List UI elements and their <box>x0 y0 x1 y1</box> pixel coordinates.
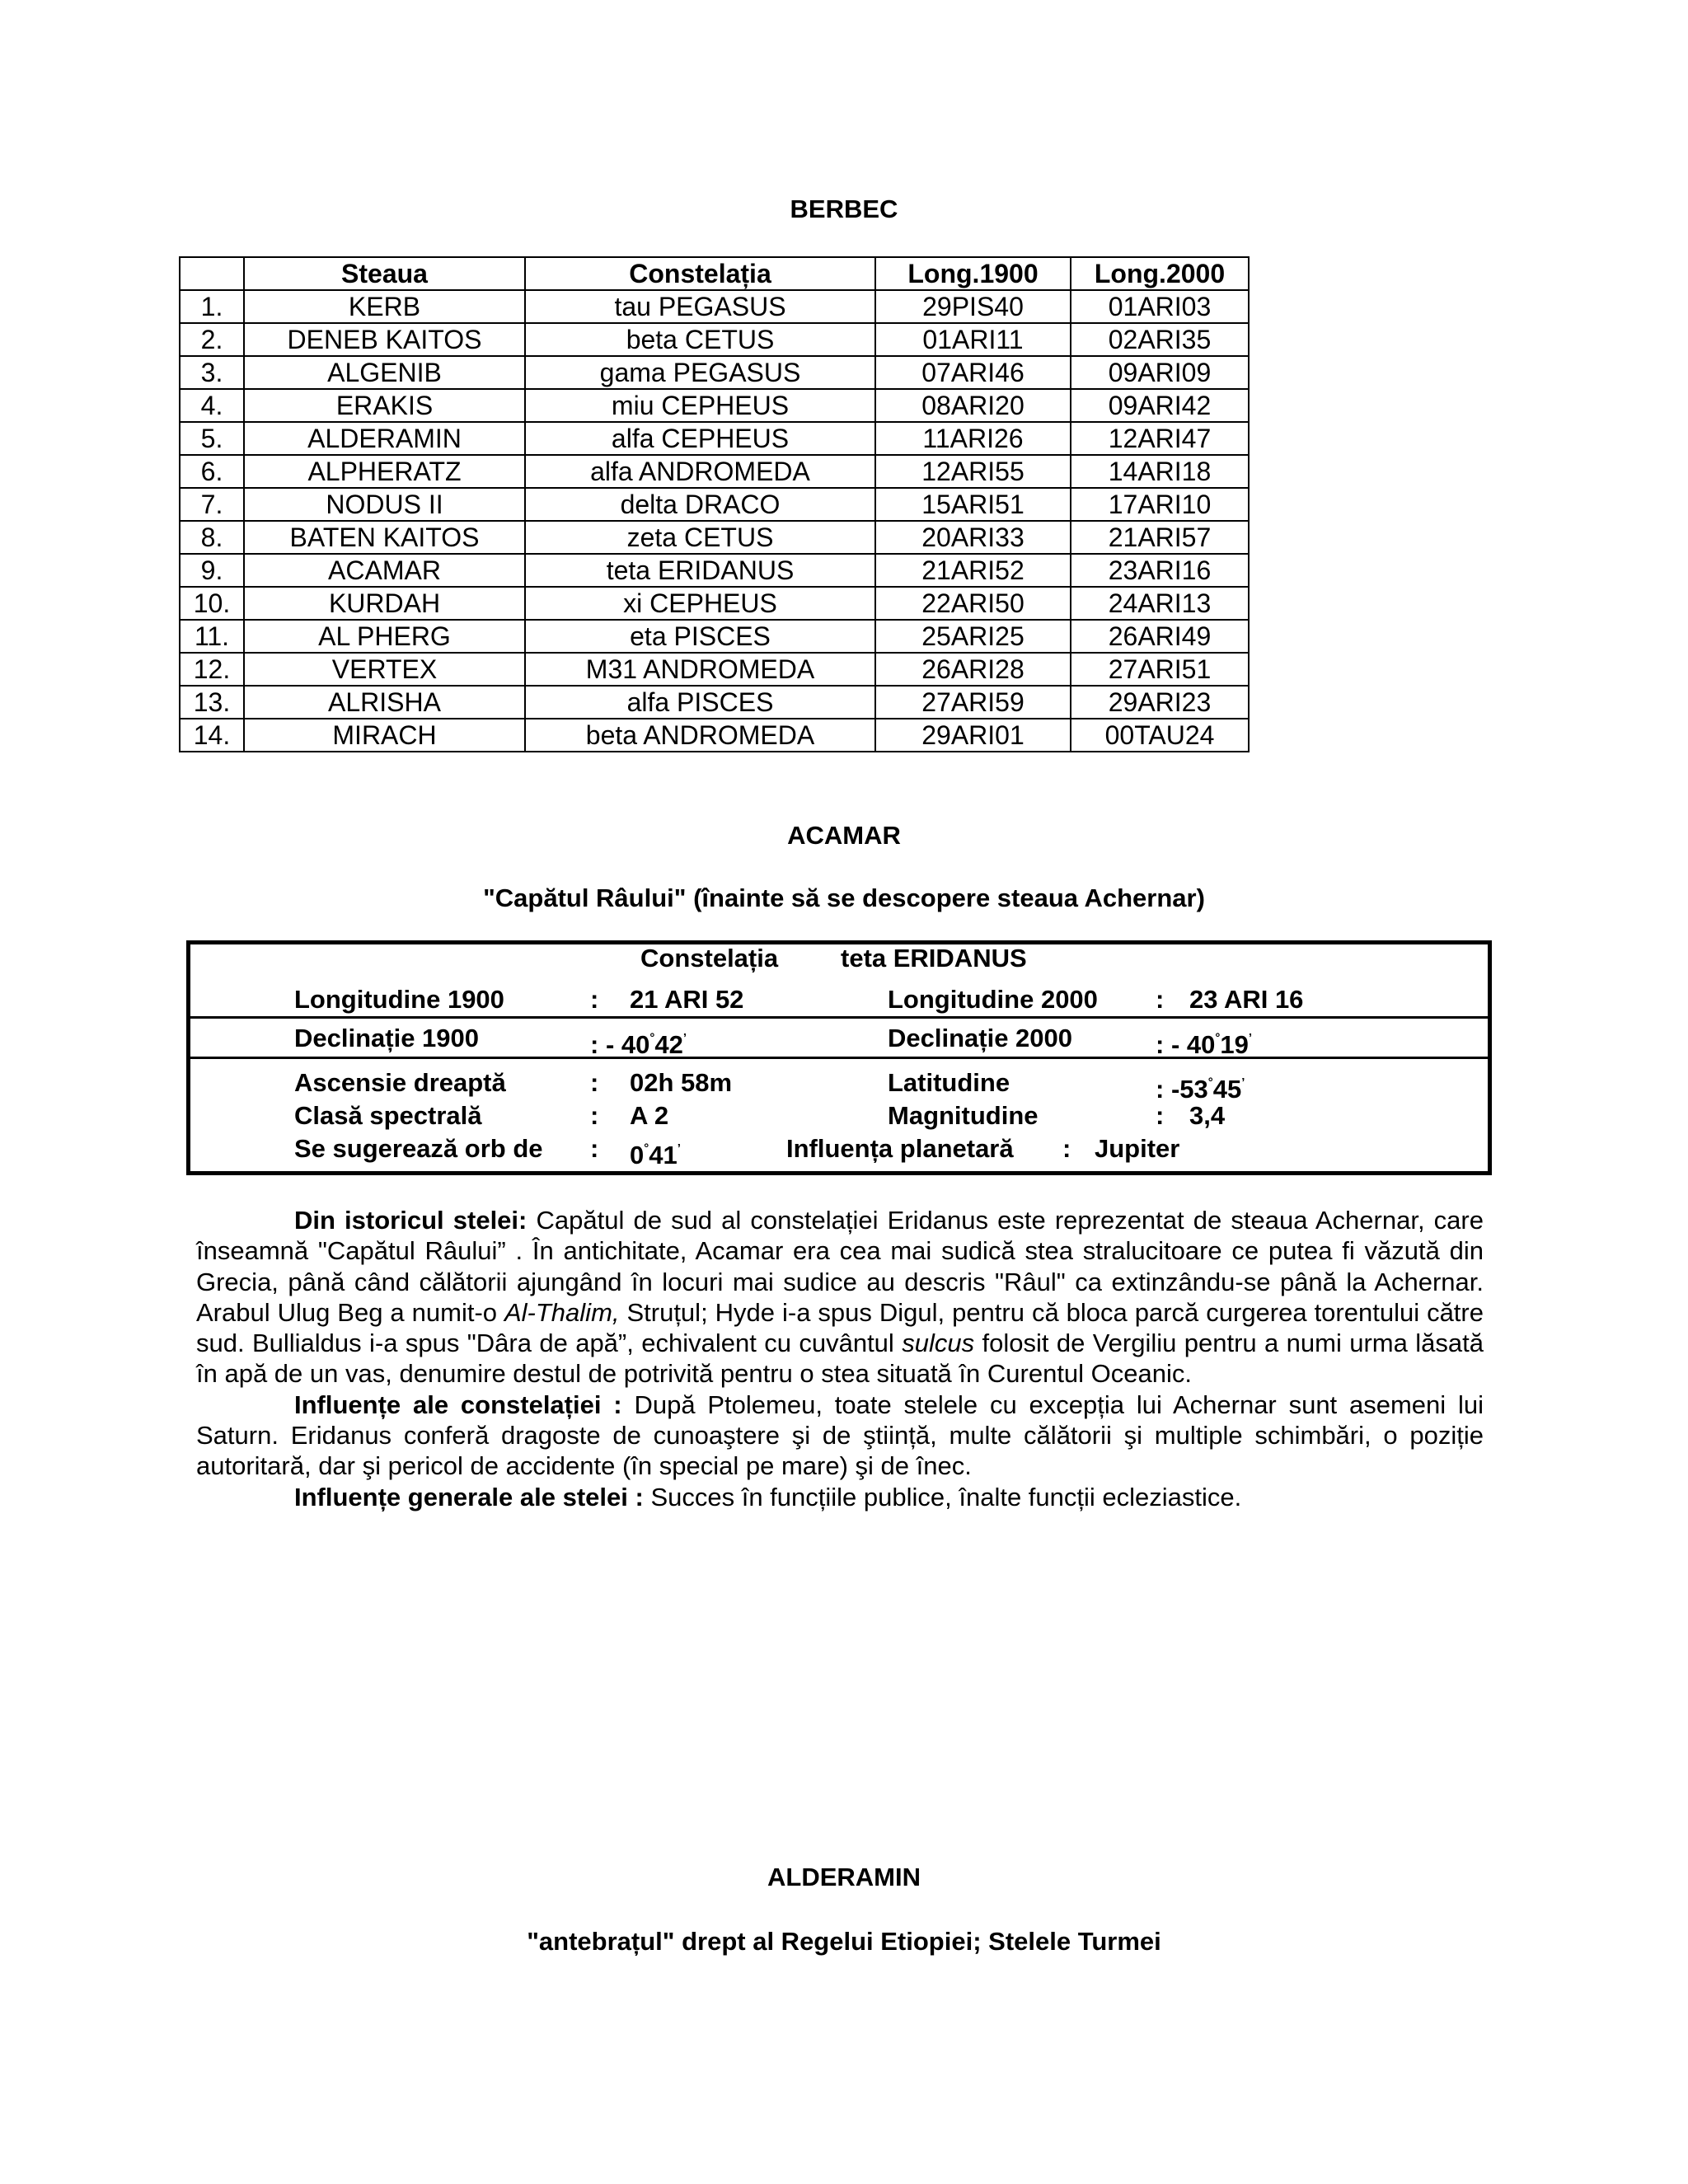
cell-index: 3. <box>180 356 244 389</box>
cell-steaua: KURDAH <box>244 587 525 620</box>
table-row <box>180 323 1249 356</box>
table-row <box>180 455 1249 488</box>
cell-long1900: 29PIS40 <box>875 290 1071 323</box>
cell-long1900: 22ARI50 <box>875 587 1071 620</box>
cell-constelatia: miu CEPHEUS <box>525 389 875 422</box>
cell-long1900: 01ARI11 <box>875 323 1071 356</box>
cell-constelatia: beta CETUS <box>525 323 875 356</box>
section-title-berbec: BERBEC <box>790 194 898 223</box>
cell-long1900: 26ARI28 <box>875 653 1071 686</box>
header-steaua: Steaua <box>244 257 525 290</box>
latitudine-value: : -53°45’ <box>1156 1075 1245 1104</box>
cell-long2000: 24ARI13 <box>1071 587 1249 620</box>
cell-index: 1. <box>180 290 244 323</box>
ascensie-value: 02h 58m <box>630 1068 733 1097</box>
section-title-alderamin: ALDERAMIN <box>767 1863 921 1891</box>
long2000-label: Longitudine 2000 <box>888 985 1098 1014</box>
long2000-value: 23 ARI 16 <box>1189 985 1304 1014</box>
table-row <box>180 719 1249 752</box>
magnitudine-value: 3,4 <box>1189 1101 1226 1130</box>
cell-steaua: AL PHERG <box>244 620 525 653</box>
cell-steaua: ACAMAR <box>244 554 525 587</box>
cell-constelatia: alfa PISCES <box>525 686 875 719</box>
cell-steaua: ALDERAMIN <box>244 422 525 455</box>
cell-long1900: 21ARI52 <box>875 554 1071 587</box>
cell-long2000: 14ARI18 <box>1071 455 1249 488</box>
clasa-label: Clasă spectrală <box>294 1101 482 1130</box>
orb-value: 0°41’ <box>630 1141 681 1169</box>
cell-constelatia: delta DRACO <box>525 488 875 521</box>
cell-steaua: DENEB KAITOS <box>244 323 525 356</box>
cell-index: 13. <box>180 686 244 719</box>
cell-constelatia: gama PEGASUS <box>525 356 875 389</box>
magnitudine-label: Magnitudine <box>888 1101 1039 1130</box>
influenta-label: Influența planetară <box>786 1134 1014 1163</box>
cell-index: 12. <box>180 653 244 686</box>
cell-long2000: 09ARI09 <box>1071 356 1249 389</box>
colon: : <box>1156 985 1165 1014</box>
paragraph-constellation-influences: Influențe ale constelației : După Ptolemeu, toate stelele cu excepția lui Achernar sunt asemeni lui Saturn. Eridanus conferă dragoste de cunoaştere şi de ştiință, multe călătorii şi multiple schimbări, o poziție autoritară, dar şi pericol de accidente (în special pe mare) şi de înec. <box>196 1390 1484 1481</box>
cell-steaua: ERAKIS <box>244 389 525 422</box>
colon: : <box>590 1101 599 1130</box>
cell-long2000: 12ARI47 <box>1071 422 1249 455</box>
colon: : <box>1156 1101 1165 1130</box>
table-row <box>180 389 1249 422</box>
table-row <box>180 686 1249 719</box>
section-title-acamar: ACAMAR <box>787 821 901 850</box>
cell-long2000: 09ARI42 <box>1071 389 1249 422</box>
cell-constelatia: alfa ANDROMEDA <box>525 455 875 488</box>
cell-steaua: BATEN KAITOS <box>244 521 525 554</box>
cell-constelatia: eta PISCES <box>525 620 875 653</box>
header-long2000: Long.2000 <box>1071 257 1249 290</box>
cell-constelatia: beta ANDROMEDA <box>525 719 875 752</box>
cell-long2000: 21ARI57 <box>1071 521 1249 554</box>
cell-steaua: VERTEX <box>244 653 525 686</box>
header-index <box>180 257 244 290</box>
table-row <box>180 290 1249 323</box>
table-row <box>180 356 1249 389</box>
colon: : <box>1062 1134 1071 1163</box>
cell-constelatia: tau PEGASUS <box>525 290 875 323</box>
cell-index: 5. <box>180 422 244 455</box>
paragraph-history: Din istoricul stelei: Capătul de sud al constelației Eridanus este reprezentat de steaua Achernar, care înseamnă "Capătul Râului” . În antichitate, Acamar era cea mai sudică stea stralucitoare ce putea fi văzută din Grecia, până când călătorii ajungând în locuri mai sudice au descris "Râul" ca extinzându-se până la Achernar. Arabul Ulug Beg a numit-o Al-Thalim, Struțul; Hyde i-a spus Digul, pentru că bloca parcă curgerea torentului către sud. Bullialdus i-a spus "Dâra de apă”, echivalent cu cuvântul sulcus folosit de Vergiliu pentru a numi urma lăsată în apă de un vas, denumire destul de potrivită pentru o stea situată în Curentul Oceanic. <box>196 1206 1484 1389</box>
influenta-value: Jupiter <box>1095 1134 1180 1163</box>
cell-index: 11. <box>180 620 244 653</box>
cell-long2000: 02ARI35 <box>1071 323 1249 356</box>
cell-index: 8. <box>180 521 244 554</box>
colon: : <box>590 1134 599 1163</box>
decl2000-value: : - 40°19’ <box>1156 1030 1253 1059</box>
cell-long1900: 25ARI25 <box>875 620 1071 653</box>
colon: : <box>590 985 599 1014</box>
table-row <box>180 488 1249 521</box>
cell-long1900: 11ARI26 <box>875 422 1071 455</box>
cell-long1900: 29ARI01 <box>875 719 1071 752</box>
divider <box>190 1016 1488 1019</box>
header-long1900: Long.1900 <box>875 257 1071 290</box>
table-row <box>180 653 1249 686</box>
cell-long2000: 23ARI16 <box>1071 554 1249 587</box>
cell-long1900: 07ARI46 <box>875 356 1071 389</box>
cell-long1900: 27ARI59 <box>875 686 1071 719</box>
latitudine-label: Latitudine <box>888 1068 1010 1097</box>
cell-index: 9. <box>180 554 244 587</box>
cell-steaua: MIRACH <box>244 719 525 752</box>
cell-index: 2. <box>180 323 244 356</box>
cell-long2000: 27ARI51 <box>1071 653 1249 686</box>
cell-index: 7. <box>180 488 244 521</box>
cell-constelatia: teta ERIDANUS <box>525 554 875 587</box>
cell-constelatia: xi CEPHEUS <box>525 587 875 620</box>
decl1900-value: : - 40°42’ <box>590 1030 687 1059</box>
cell-long2000: 29ARI23 <box>1071 686 1249 719</box>
acamar-description <box>196 1205 1484 1512</box>
cell-constelatia: zeta CETUS <box>525 521 875 554</box>
long1900-value: 21 ARI 52 <box>630 985 744 1014</box>
clasa-value: A 2 <box>630 1101 669 1130</box>
cell-constelatia: M31 ANDROMEDA <box>525 653 875 686</box>
colon: : <box>590 1068 599 1097</box>
cell-long2000: 17ARI10 <box>1071 488 1249 521</box>
table-row <box>180 521 1249 554</box>
cell-index: 14. <box>180 719 244 752</box>
constelatia-label: Constelația <box>640 944 779 972</box>
cell-index: 6. <box>180 455 244 488</box>
cell-long1900: 15ARI51 <box>875 488 1071 521</box>
acamar-info-box <box>186 940 1492 1175</box>
long1900-label: Longitudine 1900 <box>294 985 504 1014</box>
decl2000-label: Declinație 2000 <box>888 1024 1073 1052</box>
cell-long2000: 01ARI03 <box>1071 290 1249 323</box>
cell-steaua: ALPHERATZ <box>244 455 525 488</box>
table-row <box>180 422 1249 455</box>
cell-steaua: ALGENIB <box>244 356 525 389</box>
section-subtitle-acamar: "Capătul Râului" (înainte să se descopere steaua Achernar) <box>483 883 1205 912</box>
section-subtitle-alderamin: "antebrațul" drept al Regelui Etiopiei; Stelele Turmei <box>527 1927 1161 1956</box>
cell-steaua: ALRISHA <box>244 686 525 719</box>
table-row <box>180 554 1249 587</box>
table-header-row <box>180 257 1249 290</box>
cell-long2000: 00TAU24 <box>1071 719 1249 752</box>
header-constelatia: Constelația <box>525 257 875 290</box>
cell-long1900: 08ARI20 <box>875 389 1071 422</box>
decl1900-label: Declinație 1900 <box>294 1024 480 1052</box>
cell-steaua: KERB <box>244 290 525 323</box>
cell-long2000: 26ARI49 <box>1071 620 1249 653</box>
berbec-stars-table <box>179 256 1250 752</box>
cell-constelatia: alfa CEPHEUS <box>525 422 875 455</box>
cell-steaua: NODUS II <box>244 488 525 521</box>
cell-long1900: 20ARI33 <box>875 521 1071 554</box>
orb-label: Se sugerează orb de <box>294 1134 543 1163</box>
divider <box>190 1057 1488 1059</box>
cell-long1900: 12ARI55 <box>875 455 1071 488</box>
cell-index: 10. <box>180 587 244 620</box>
cell-index: 4. <box>180 389 244 422</box>
table-row <box>180 620 1249 653</box>
paragraph-star-influences: Influențe generale ale stelei : Succes în funcțiile publice, înalte funcții ecleziastice. <box>294 1482 1242 1511</box>
constelatia-value: teta ERIDANUS <box>841 944 1027 972</box>
ascensie-label: Ascensie dreaptă <box>294 1068 506 1097</box>
table-row <box>180 587 1249 620</box>
